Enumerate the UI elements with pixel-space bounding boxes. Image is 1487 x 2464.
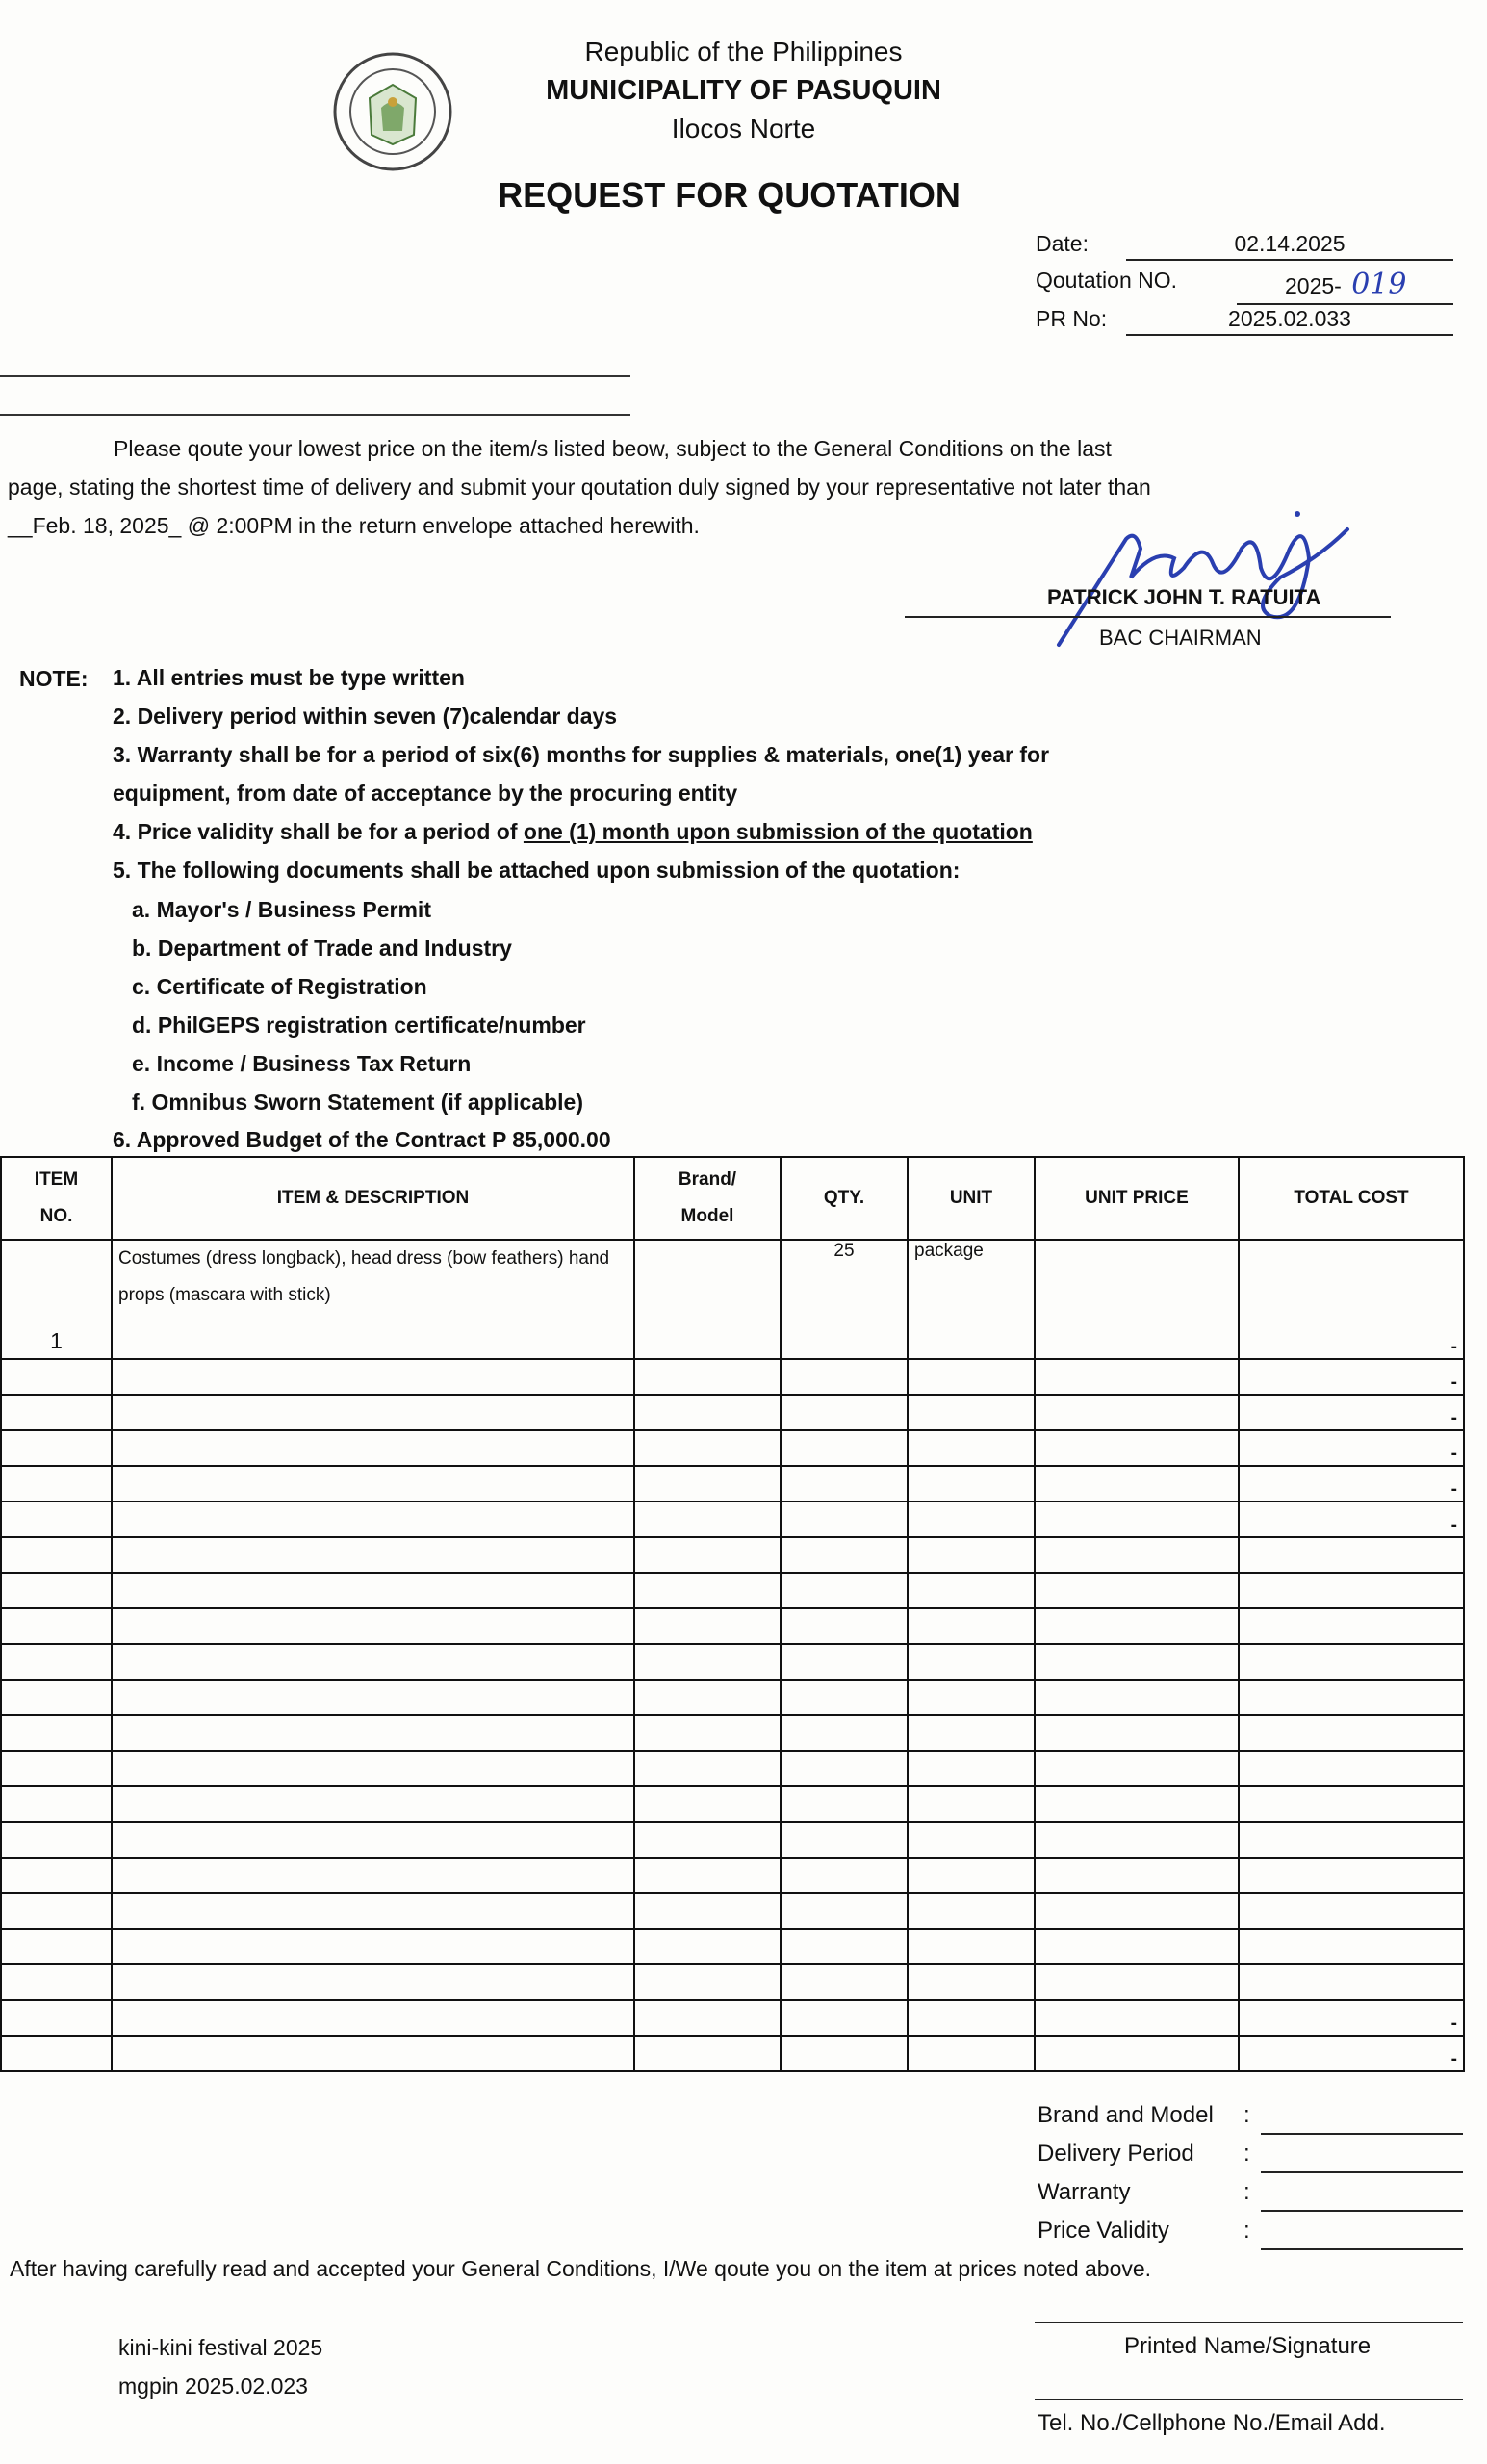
col-brand-model: Brand/ Model bbox=[634, 1157, 781, 1240]
unit-cell: package bbox=[908, 1240, 1035, 1359]
note-3a: 3. Warranty shall be for a period of six(6) months for supplies & materials, one(1) year for bbox=[113, 742, 1050, 767]
empty-cell bbox=[1, 1395, 112, 1430]
printed-name-label: Printed Name/Signature bbox=[1124, 2333, 1372, 2359]
empty-cell bbox=[634, 1858, 781, 1893]
note-4-underlined: one (1) month upon submission of the quotation bbox=[523, 819, 1033, 844]
empty-cell bbox=[781, 1466, 908, 1502]
qty-cell: 25 bbox=[781, 1240, 908, 1359]
municipal-seal-icon bbox=[331, 50, 454, 173]
empty-cell bbox=[1, 1929, 112, 1964]
brand-cell bbox=[634, 1240, 781, 1359]
empty-cell bbox=[908, 1502, 1035, 1537]
empty-cell bbox=[781, 1858, 908, 1893]
empty-cell bbox=[908, 1466, 1035, 1502]
empty-cell bbox=[634, 1359, 781, 1395]
item-description-cell: Costumes (dress longback), head dress (bow feathers) hand props (mascara with stick) bbox=[112, 1240, 634, 1359]
empty-cell bbox=[634, 1822, 781, 1858]
quotation-number-field bbox=[1237, 268, 1453, 305]
empty-cell bbox=[1035, 1502, 1239, 1537]
empty-cell bbox=[908, 1715, 1035, 1751]
empty-cell bbox=[634, 1537, 781, 1573]
header-republic: Republic of the Philippines bbox=[584, 37, 903, 66]
table-row bbox=[1, 2000, 1464, 2036]
table-row bbox=[1, 1430, 1464, 1466]
table-row bbox=[1, 2036, 1464, 2071]
note-3b: equipment, from date of acceptance by the procuring entity bbox=[113, 781, 738, 806]
total-cost-cell: - bbox=[1239, 1359, 1464, 1395]
empty-cell bbox=[781, 1359, 908, 1395]
empty-cell bbox=[781, 1502, 908, 1537]
doc-item: a. Mayor's / Business Permit bbox=[132, 897, 431, 922]
col-unit: UNIT bbox=[908, 1157, 1035, 1240]
empty-cell bbox=[634, 2036, 781, 2071]
empty-cell bbox=[781, 1644, 908, 1680]
empty-cell bbox=[908, 2000, 1035, 2036]
empty-cell bbox=[1035, 1395, 1239, 1430]
empty-cell bbox=[1, 1466, 112, 1502]
empty-cell bbox=[1, 1537, 112, 1573]
empty-cell bbox=[781, 1430, 908, 1466]
colon: : bbox=[1243, 2102, 1250, 2128]
intro-line-1: Please qoute your lowest price on the item/s listed beow, subject to the General Conditions on the last bbox=[114, 436, 1112, 461]
empty-cell bbox=[1, 1858, 112, 1893]
empty-cell bbox=[781, 1573, 908, 1608]
total-cost-cell bbox=[1239, 1680, 1464, 1715]
price-validity-label: Price Validity bbox=[1038, 2218, 1169, 2244]
empty-cell bbox=[1035, 1929, 1239, 1964]
empty-cell bbox=[781, 1893, 908, 1929]
empty-cell bbox=[781, 1608, 908, 1644]
empty-cell bbox=[1035, 1359, 1239, 1395]
empty-cell bbox=[1, 1786, 112, 1822]
empty-cell bbox=[634, 2000, 781, 2036]
table-row bbox=[1, 1929, 1464, 1964]
col-item-no: ITEM NO. bbox=[1, 1157, 112, 1240]
empty-cell bbox=[1, 1964, 112, 2000]
empty-cell bbox=[908, 1430, 1035, 1466]
delivery-period-label: Delivery Period bbox=[1038, 2141, 1194, 2167]
empty-cell bbox=[112, 1502, 634, 1537]
empty-cell bbox=[112, 1893, 634, 1929]
empty-cell bbox=[1035, 1715, 1239, 1751]
empty-cell bbox=[781, 1680, 908, 1715]
empty-cell bbox=[634, 1929, 781, 1964]
table-row bbox=[1, 1786, 1464, 1822]
colon: : bbox=[1243, 2218, 1250, 2244]
unit-price-cell bbox=[1035, 1240, 1239, 1359]
item-no-cell: 1 bbox=[1, 1240, 112, 1359]
brand-model-label: Brand and Model bbox=[1038, 2102, 1214, 2128]
table-row bbox=[1, 1680, 1464, 1715]
colon: : bbox=[1243, 2179, 1250, 2205]
empty-cell bbox=[1, 2000, 112, 2036]
empty-cell bbox=[112, 1395, 634, 1430]
table-row bbox=[1, 1858, 1464, 1893]
empty-cell bbox=[1035, 2000, 1239, 2036]
empty-cell bbox=[1, 1573, 112, 1608]
empty-cell bbox=[908, 1395, 1035, 1430]
warranty-line bbox=[1261, 2210, 1463, 2212]
total-cost-cell: - bbox=[1239, 2036, 1464, 2071]
empty-cell bbox=[112, 1964, 634, 2000]
doc-item: e. Income / Business Tax Return bbox=[132, 1051, 472, 1076]
table-row bbox=[1, 1573, 1464, 1608]
empty-cell bbox=[634, 1786, 781, 1822]
empty-cell bbox=[112, 1573, 634, 1608]
empty-cell bbox=[634, 1608, 781, 1644]
empty-cell bbox=[634, 1893, 781, 1929]
delivery-period-line bbox=[1261, 2171, 1463, 2173]
note-4 bbox=[113, 812, 1056, 851]
contact-line bbox=[1035, 2399, 1463, 2400]
note-2: 2. Delivery period within seven (7)calendar days bbox=[113, 704, 618, 729]
total-cost-cell bbox=[1239, 1537, 1464, 1573]
empty-cell bbox=[112, 1786, 634, 1822]
header-municipality: MUNICIPALITY OF PASUQUIN bbox=[546, 75, 941, 106]
total-cost-cell bbox=[1239, 1822, 1464, 1858]
table-row bbox=[1, 1502, 1464, 1537]
quotation-number-value: 2025- bbox=[1285, 273, 1342, 298]
empty-cell bbox=[1, 1608, 112, 1644]
total-cost-cell: - bbox=[1239, 2000, 1464, 2036]
doc-item: c. Certificate of Registration bbox=[132, 974, 427, 999]
empty-cell bbox=[112, 1680, 634, 1715]
table-row bbox=[1, 1822, 1464, 1858]
blank-line-1 bbox=[0, 375, 630, 377]
empty-cell bbox=[908, 2036, 1035, 2071]
total-cost-cell bbox=[1239, 1893, 1464, 1929]
quotation-table bbox=[0, 1156, 1465, 2072]
empty-cell bbox=[781, 1537, 908, 1573]
empty-cell bbox=[1035, 1893, 1239, 1929]
empty-cell bbox=[634, 1502, 781, 1537]
table-row bbox=[1, 1893, 1464, 1929]
empty-cell bbox=[112, 1537, 634, 1573]
empty-cell bbox=[1035, 2036, 1239, 2071]
date-value: 02.14.2025 bbox=[1126, 231, 1453, 261]
empty-cell bbox=[908, 1964, 1035, 2000]
empty-cell bbox=[634, 1430, 781, 1466]
empty-cell bbox=[1, 1502, 112, 1537]
empty-cell bbox=[1, 1715, 112, 1751]
quotation-number-handwritten: 019 bbox=[1351, 268, 1407, 301]
empty-cell bbox=[1035, 1466, 1239, 1502]
empty-cell bbox=[908, 1644, 1035, 1680]
empty-cell bbox=[1035, 1786, 1239, 1822]
empty-cell bbox=[634, 1680, 781, 1715]
empty-cell bbox=[781, 1751, 908, 1786]
total-cost-cell bbox=[1239, 1644, 1464, 1680]
total-cost-cell: - bbox=[1239, 1466, 1464, 1502]
contact-label: Tel. No./Cellphone No./Email Add. bbox=[1038, 2410, 1386, 2436]
warranty-label: Warranty bbox=[1038, 2179, 1131, 2205]
total-cost-cell bbox=[1239, 1608, 1464, 1644]
empty-cell bbox=[112, 1858, 634, 1893]
date-label: Date: bbox=[1036, 231, 1089, 256]
table-row bbox=[1, 1359, 1464, 1395]
signature-line bbox=[905, 616, 1391, 618]
total-cost-cell bbox=[1239, 1858, 1464, 1893]
empty-cell bbox=[1035, 1822, 1239, 1858]
document-title: REQUEST FOR QUOTATION bbox=[498, 175, 961, 215]
empty-cell bbox=[112, 1929, 634, 1964]
empty-cell bbox=[908, 1359, 1035, 1395]
total-cost-cell bbox=[1239, 1751, 1464, 1786]
empty-cell bbox=[634, 1466, 781, 1502]
table-row bbox=[1, 1715, 1464, 1751]
empty-cell bbox=[781, 1822, 908, 1858]
pr-number-label: PR No: bbox=[1036, 306, 1108, 331]
empty-cell bbox=[908, 1573, 1035, 1608]
empty-cell bbox=[112, 2000, 634, 2036]
empty-cell bbox=[908, 1537, 1035, 1573]
price-validity-line bbox=[1261, 2248, 1463, 2250]
col-qty: QTY. bbox=[781, 1157, 908, 1240]
total-cost-cell: - bbox=[1239, 1240, 1464, 1359]
empty-cell bbox=[781, 1786, 908, 1822]
empty-cell bbox=[112, 1608, 634, 1644]
table-row bbox=[1, 1466, 1464, 1502]
empty-cell bbox=[908, 1929, 1035, 1964]
empty-cell bbox=[112, 2036, 634, 2071]
table-row bbox=[1, 1751, 1464, 1786]
signatory-name: PATRICK JOHN T. RATUITA bbox=[1047, 585, 1321, 609]
empty-cell bbox=[112, 1822, 634, 1858]
col-unit-price: UNIT PRICE bbox=[1035, 1157, 1239, 1240]
doc-item: d. PhilGEPS registration certificate/number bbox=[132, 1013, 586, 1038]
signatory-position: BAC CHAIRMAN bbox=[1099, 626, 1262, 650]
total-cost-cell bbox=[1239, 1573, 1464, 1608]
empty-cell bbox=[1, 1680, 112, 1715]
pr-number-value: 2025.02.033 bbox=[1126, 306, 1453, 336]
empty-cell bbox=[781, 2000, 908, 2036]
empty-cell bbox=[1, 1751, 112, 1786]
empty-cell bbox=[908, 1608, 1035, 1644]
empty-cell bbox=[908, 1751, 1035, 1786]
table-row bbox=[1, 1537, 1464, 1573]
empty-cell bbox=[1, 1893, 112, 1929]
empty-cell bbox=[781, 1964, 908, 2000]
empty-cell bbox=[908, 1893, 1035, 1929]
total-cost-cell bbox=[1239, 1964, 1464, 2000]
empty-cell bbox=[112, 1751, 634, 1786]
empty-cell bbox=[1035, 1573, 1239, 1608]
empty-cell bbox=[112, 1715, 634, 1751]
empty-cell bbox=[908, 1786, 1035, 1822]
empty-cell bbox=[1035, 1608, 1239, 1644]
note-4-text: 4. Price validity shall be for a period of bbox=[113, 819, 524, 844]
empty-cell bbox=[634, 1395, 781, 1430]
empty-cell bbox=[634, 1644, 781, 1680]
brand-model-line bbox=[1261, 2133, 1463, 2135]
empty-cell bbox=[908, 1680, 1035, 1715]
empty-cell bbox=[634, 1964, 781, 2000]
total-cost-cell: - bbox=[1239, 1395, 1464, 1430]
empty-cell bbox=[781, 1929, 908, 1964]
doc-item: b. Department of Trade and Industry bbox=[132, 936, 512, 961]
total-cost-cell bbox=[1239, 1786, 1464, 1822]
empty-cell bbox=[1035, 1858, 1239, 1893]
total-cost-cell: - bbox=[1239, 1502, 1464, 1537]
empty-cell bbox=[781, 2036, 908, 2071]
blank-line-2 bbox=[0, 414, 630, 416]
note-1: 1. All entries must be type written bbox=[113, 665, 465, 690]
doc-item: f. Omnibus Sworn Statement (if applicable) bbox=[132, 1090, 583, 1115]
empty-cell bbox=[1, 1430, 112, 1466]
empty-cell bbox=[1035, 1430, 1239, 1466]
empty-cell bbox=[1035, 1644, 1239, 1680]
col-total-cost: TOTAL COST bbox=[1239, 1157, 1464, 1240]
empty-cell bbox=[112, 1466, 634, 1502]
table-row bbox=[1, 1608, 1464, 1644]
intro-line-2: page, stating the shortest time of delivery and submit your qoutation duly signed by your representative not later than bbox=[8, 475, 1151, 500]
note-5: 5. The following documents shall be attached upon submission of the quotation: bbox=[113, 858, 961, 883]
empty-cell bbox=[1035, 1537, 1239, 1573]
total-cost-cell: - bbox=[1239, 1430, 1464, 1466]
table-row bbox=[1, 1395, 1464, 1430]
table-row bbox=[1, 1964, 1464, 2000]
total-cost-cell bbox=[1239, 1929, 1464, 1964]
empty-cell bbox=[634, 1573, 781, 1608]
table-row bbox=[1, 1644, 1464, 1680]
reference-2: mgpin 2025.02.023 bbox=[118, 2374, 308, 2399]
closing-statement: After having carefully read and accepted your General Conditions, I/We qoute you on the item at prices noted above. bbox=[10, 2256, 1152, 2281]
empty-cell bbox=[908, 1858, 1035, 1893]
empty-cell bbox=[1, 1822, 112, 1858]
colon: : bbox=[1243, 2141, 1250, 2167]
empty-cell bbox=[1, 2036, 112, 2071]
empty-cell bbox=[1035, 1751, 1239, 1786]
table-row bbox=[1, 1240, 1464, 1359]
empty-cell bbox=[634, 1715, 781, 1751]
intro-line-3: __Feb. 18, 2025_ @ 2:00PM in the return envelope attached herewith. bbox=[8, 513, 700, 538]
note-label: NOTE: bbox=[19, 666, 89, 691]
empty-cell bbox=[634, 1751, 781, 1786]
empty-cell bbox=[781, 1715, 908, 1751]
empty-cell bbox=[781, 1395, 908, 1430]
col-description: ITEM & DESCRIPTION bbox=[112, 1157, 634, 1240]
table-header-row bbox=[1, 1157, 1464, 1240]
note-6: 6. Approved Budget of the Contract P 85,000.00 bbox=[113, 1127, 611, 1152]
empty-cell bbox=[112, 1644, 634, 1680]
total-cost-cell bbox=[1239, 1715, 1464, 1751]
empty-cell bbox=[1035, 1680, 1239, 1715]
empty-cell bbox=[112, 1359, 634, 1395]
empty-cell bbox=[1035, 1964, 1239, 2000]
printed-name-line bbox=[1035, 2322, 1463, 2323]
header-province: Ilocos Norte bbox=[671, 114, 816, 143]
empty-cell bbox=[1, 1359, 112, 1395]
empty-cell bbox=[112, 1430, 634, 1466]
empty-cell bbox=[1, 1644, 112, 1680]
quotation-number-label: Qoutation NO. bbox=[1036, 268, 1178, 293]
reference-1: kini-kini festival 2025 bbox=[118, 2335, 323, 2360]
empty-cell bbox=[908, 1822, 1035, 1858]
